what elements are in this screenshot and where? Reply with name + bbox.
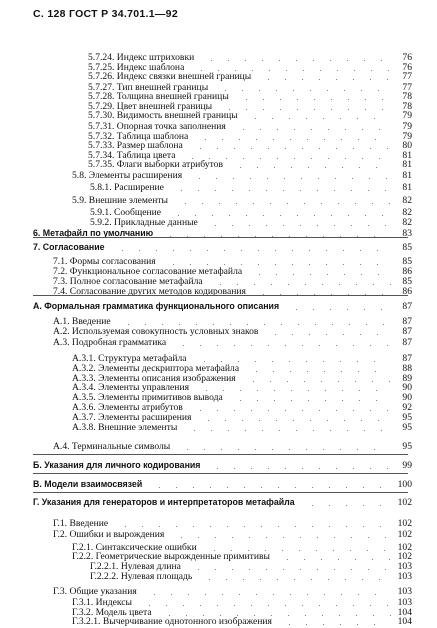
toc-page-number: 89 [402,373,412,384]
toc-page-number: 95 [402,422,412,433]
toc-entry-title: Г.2.2.2. Нулевая площадь [90,571,193,582]
toc-page-number: 87 [402,301,412,312]
toc-entry-title: 7.2. Функциональное согласование метафайла [53,266,243,277]
toc-entry-title: А.3.2. Элементы дескриптора метафайла [72,363,240,374]
toc-page-number: 102 [397,518,412,529]
toc-entry-title: В. Модели взаимосвязей [33,479,143,489]
dot-leader [114,324,391,325]
dot-leader [169,345,391,346]
toc-page-number: 103 [397,571,412,582]
toc-page-number: 86 [402,266,412,277]
toc-page-number: 79 [402,110,412,121]
toc-entry [53,586,412,597]
dot-leader [229,129,391,130]
toc-entry-title: 5.7.24. Индекс штриховки [88,52,195,63]
dot-leader [206,284,391,285]
toc-entry-title: 5.7.33. Размер шаблона [88,140,183,151]
toc-page-number: 77 [402,82,412,93]
toc-entry-title: А.3.1. Структура метафайла [72,353,187,364]
toc-entry-title: Б. Указания для личного кодирования [33,460,201,470]
toc-entry-title: 7.3. Полное согласование метафайла [53,276,203,287]
dot-leader [203,468,391,469]
toc-entry [72,422,412,433]
toc-entry-title: 7.1. Формы согласования [53,256,156,267]
toc-entry-title: 5.7.29. Цвет внешней границы [88,101,213,112]
toc-entry-title: Г.2.2. Геометрические вырожденные примитивы [72,551,270,562]
toc-page-number: 103 [397,561,412,572]
toc-entry [88,159,412,170]
dot-leader [195,579,391,580]
toc-page-number: 78 [402,101,412,112]
toc-entry-title: А.2. Используемая совокупность условных знаков [53,326,259,337]
toc-entry-title: А.3.6. Элементы атрибутов [72,402,183,413]
toc-page-number: 102 [397,542,412,553]
toc-page-number: 92 [402,402,412,413]
toc-page-number: 76 [402,62,412,73]
toc-entry-title: 5.7.30. Видимость внешней границы [88,110,238,121]
toc-entry [88,71,412,82]
toc-entry [53,518,412,529]
toc-entry [53,326,412,337]
toc-entry-title: 5.7.32. Таблица шаблона [88,131,189,142]
toc-page-number: 81 [402,159,412,170]
toc-page-number: 85 [402,276,412,287]
toc-page-number: 104 [397,616,412,627]
toc-entry-title: 5.8.1. Расширение [90,182,164,193]
toc-entry-title: 5.7.27. Тип внешней границы [88,82,209,93]
dot-leader [111,526,391,527]
toc-page-number: 81 [402,182,412,193]
toc-entry [33,460,412,471]
dot-leader [194,420,391,421]
toc-page-number: 82 [402,207,412,218]
toc-entry-title: 5.7.31. Опорная точка заполнения [88,121,226,132]
dot-leader [186,148,391,149]
toc-page-number: 103 [397,586,412,597]
dot-leader [145,487,391,488]
toc-entry-title: А.3.8. Внешние элементы [72,422,178,433]
toc-entry-title: Г.1. Введение [53,518,109,529]
toc-page-number: 103 [397,597,412,608]
toc-entry-title: 5.9.2. Прикладные данные [90,217,198,228]
dot-leader [275,624,391,625]
dot-leader [135,605,391,606]
toc-entry-title: 6. Метафайл по умолчанию [33,228,154,238]
toc-page-number: 87 [402,353,412,364]
section-divider [33,473,408,474]
toc-page-number: 99 [402,460,412,471]
section-divider [33,492,408,493]
toc-entry-title: А.3.7. Элементы расширения [72,412,192,423]
dot-leader [298,505,391,506]
dot-leader [192,390,391,391]
section-divider [33,454,408,455]
toc-entry [88,110,412,121]
toc-page-number: 104 [397,607,412,618]
toc-page-number: 87 [402,337,412,348]
dot-leader [282,309,391,310]
dot-leader [226,167,391,168]
toc-page-number: 100 [397,479,412,490]
toc-entry [33,301,412,312]
dot-leader [273,559,391,560]
toc-page-number: 76 [402,52,412,63]
toc-entry-title: А.3.4. Элементы управления [72,382,189,393]
toc-page-number: 86 [402,286,412,297]
dot-leader [190,361,391,362]
toc-page-number: 102 [397,497,412,508]
dot-leader [164,215,391,216]
toc-entry [33,497,412,508]
toc-entry-title: 7.4. Согласование других методов кодирования [53,286,246,297]
toc-page-number: 102 [397,551,412,562]
section-divider [33,295,408,296]
dot-leader [173,449,391,450]
toc-entry-title: 7. Согласование [33,242,105,252]
toc-entry-title: А.1. Введение [53,316,111,327]
toc-entry-title: 5.7.35. Флаги выборки атрибутов [88,159,223,170]
toc-page-number: 79 [402,131,412,142]
dot-leader [184,569,391,570]
toc-entry-title: Г. Указания для генераторов и интерпретаторов метафайла [33,497,295,507]
toc-page-number: 90 [402,382,412,393]
toc-entry [53,337,412,348]
toc-page-number: 88 [402,363,412,374]
toc-entry-title: А.3.5. Элементы примитивов вывода [72,392,223,403]
toc-page-number: 78 [402,91,412,102]
toc-entry-title: 5.7.25. Индекс шаблона [88,62,185,73]
toc-entry [72,195,412,206]
toc-entry-title: Г.3.1. Индексы [72,597,132,608]
dot-leader [171,203,391,204]
dot-leader [242,371,391,372]
dot-leader [245,274,391,275]
toc-entry-title: Г.2.1. Синтаксические ошибки [72,542,197,553]
toc-entry-title: Г.2.2.1. Нулевая длина [90,561,181,572]
toc-page-number: 81 [402,170,412,181]
toc-entry-title: Г.3. Общие указания [53,586,137,597]
toc-entry-title: 5.7.26. Индекс связки внешней границы [88,71,252,82]
toc-page-number: 95 [402,441,412,452]
toc-page-number: 90 [402,392,412,403]
toc-page-number: 79 [402,121,412,132]
dot-leader [201,225,391,226]
toc-entry-title: Г.3.2.1. Вычерчивание однотонного изображения [72,616,272,627]
toc-entry-title: 5.8. Элементы расширения [72,170,183,181]
toc-page-number: 85 [402,242,412,253]
toc-page-number: 85 [402,256,412,267]
toc-page-number: 87 [402,326,412,337]
dot-leader [254,79,391,80]
dot-leader [261,334,391,335]
dot-leader [197,60,391,61]
dot-leader [167,190,391,191]
toc-entry [72,616,412,627]
dot-leader [241,118,391,119]
toc-entry-title: 5.9. Внешние элементы [72,195,168,206]
toc-entry [53,441,412,452]
toc-page-number: 81 [402,150,412,161]
toc-entry [33,479,412,490]
toc-entry-title: А.3. Подробная грамматика [53,337,167,348]
page-header: С. 128 ГОСТ Р 34.701.1—92 [33,8,178,20]
toc-entry [90,571,412,582]
dot-leader [185,178,391,179]
dot-leader [186,410,391,411]
toc-entry-title: 5.7.34. Таблица цвета [88,150,176,161]
toc-entry [90,217,412,228]
toc-entry-title: А.4. Терминальные символы [53,441,171,452]
toc-page-number: 82 [402,217,412,228]
toc-page-number: 95 [402,412,412,423]
toc-entry-title: А. Формальная грамматика функционального описания [33,301,280,311]
toc-entry [33,242,412,253]
dot-leader [167,537,391,538]
toc-page-number: 80 [402,140,412,151]
toc-entry-title: 5.7.28. Толщина внешней границы [88,91,229,102]
toc-page-number: 83 [402,228,412,239]
section-divider [33,237,408,238]
toc-page-number: 102 [397,529,412,540]
toc-entry [90,182,412,193]
toc-entry [72,170,412,181]
toc-entry-title: Г.2. Ошибки и вырождения [53,529,165,540]
toc-entry-title: 5.9.1. Сообщение [90,207,162,218]
dot-leader [226,400,391,401]
dot-leader [108,250,392,251]
dot-leader [159,264,391,265]
dot-leader [180,430,391,431]
toc-entry [53,529,412,540]
toc-entry-title: А.3.3. Элементы описания изображения [72,373,236,384]
toc-entry-title: Г.3.2. Модель цвета [72,607,152,618]
toc-page-number: 77 [402,71,412,82]
dot-leader [140,594,391,595]
toc-page-number: 82 [402,195,412,206]
dot-leader [232,99,391,100]
toc-page-number: 87 [402,316,412,327]
